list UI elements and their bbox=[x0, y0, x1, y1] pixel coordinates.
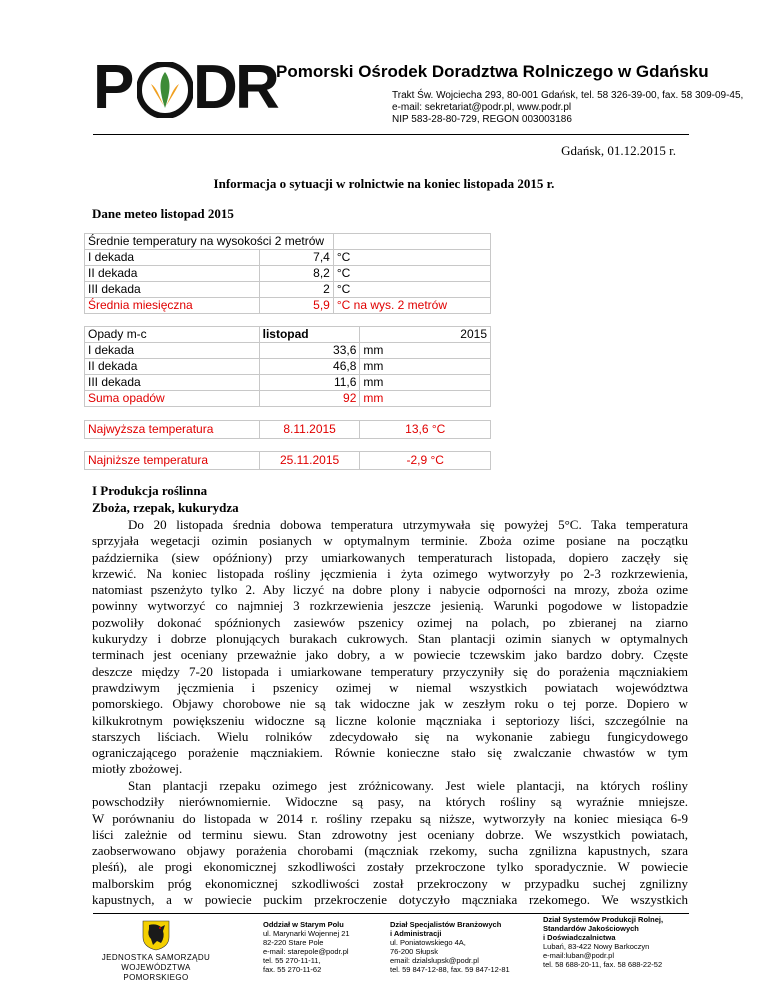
max-temperature-table: Najwyższa temperatura 8.11.2015 13,6 °C bbox=[84, 420, 491, 439]
rainfall-table-header: Opady m-c bbox=[85, 327, 260, 343]
logo-letter-r: R bbox=[235, 53, 280, 122]
subsection-heading: Zboża, rzepak, kukurydza bbox=[92, 500, 239, 515]
table-row: I dekada 7,4 °C bbox=[85, 250, 491, 266]
rainfall-table bbox=[84, 326, 491, 407]
temperature-table bbox=[84, 233, 491, 314]
table-row-average: Średnia miesięczna 5,9 °C na wys. 2 metrów bbox=[85, 298, 491, 314]
temperature-table-header: Średnie temperatury na wysokości 2 metrów bbox=[85, 234, 334, 250]
logo-letter-d: D bbox=[193, 53, 238, 122]
table-row: II dekada 46,8 mm bbox=[85, 359, 491, 375]
document-title: Informacja o sytuacji w rolnictwie na koniec listopada 2015 r. bbox=[213, 176, 555, 191]
address-line-2: e-mail: sekretariat@podr.pl, www.podr.pl bbox=[392, 102, 572, 113]
min-temperature-table: Najniższe temperatura 25.11.2015 -2,9 °C bbox=[84, 451, 491, 470]
address-line-1: Trakt Św. Wojciecha 293, 80-001 Gdańsk, tel. 58 326-39-00, fax. 58 309-09-45, bbox=[392, 90, 744, 101]
footer-branch-stare-pole: Oddział w Starym Polu ul. Marynarki Wojennej 21 82-220 Stare Pole e-mail: starepole@podr.pl tel. 55 270-11-11, fax. 55 270-11-62 bbox=[263, 920, 350, 974]
logo-wheat-emblem-icon bbox=[137, 62, 193, 118]
header-divider bbox=[93, 134, 689, 135]
document-date: Gdańsk, 01.12.2015 r. bbox=[561, 143, 676, 158]
footer-divider bbox=[93, 913, 689, 914]
organization-name: Pomorski Ośrodek Doradztwa Rolniczego w Gdańsku bbox=[276, 62, 709, 81]
table-row: III dekada 2 °C bbox=[85, 282, 491, 298]
table-row-sum: Suma opadów 92 mm bbox=[85, 391, 491, 407]
table-row: I dekada 33,6 mm bbox=[85, 343, 491, 359]
table-row: III dekada 11,6 mm bbox=[85, 375, 491, 391]
gov-caption: JEDNOSTKA SAMORZĄDU WOJEWÓDZTWA POMORSKIEGO bbox=[101, 953, 211, 982]
table-row: II dekada 8,2 °C bbox=[85, 266, 491, 282]
address-line-3: NIP 583-28-80-729, REGON 003003186 bbox=[392, 114, 572, 125]
paragraph-cereals: Do 20 listopada średnia dobowa temperatura utrzymywała się powyżej 5°C. Taka temperatura sprzyjała wegetacji ozimin posianych w optymalnym terminie. Zboża ozime posiane na początku października (siew opóźniony) przy umiarkowanych temperaturach listopada, dopiero zaczęły się krzewić. Na koniec listopada rośliny jęczmienia i żyta ozimego wytworzyły po 2-3 rozkrzewienia, natomiast pszenżyto tylko 2. Aby liczyć na dobre plony i nabycie odporności na mrozy, zboża ozime powinny wytworzyć co najmniej 3 rozkrzewienia jeszcze jesienią. Warunki pogodowe w listopadzie pozwoliły dokonać spóźnionych zasiewów pszenicy ozimej na polach, po zbieranej na ziarno kukurydzy i dobrze plonujących burakach cukrowych. Stan plantacji ozimin sianych w optymalnych terminach jest oceniany przeważnie jako dobry, a w powiecie tczewskim jako bardzo dobry. Częste deszcze między 7-20 listopada i umiarkowane temperatury przyczyniły się do porażenia mączniakiem prawdziwym jęczmienia i pszenicy ozimej w niemal wszystkich powiatach województwa pomorskiego. Objawy chorobowe nie są tak widoczne jak w zeszłym roku o tej porze. Dopiero w kilkukrotnym powiększeniu widoczne są liczne kolonie mączniaka i septoriozy liści, szczególnie na starszych liściach. Wielu rolników zdecydowało się na wykonanie zabiegu fungicydowego ograniczającego porażenie mączniakiem. Równie konieczne stało się zwalczanie chwastów w tym miotły zbożowej. bbox=[92, 517, 688, 777]
footer-branch-luban: Dział Systemów Produkcji Rolnej, Standardów Jakościowych i Doświadczalnictwa Lubań, 83-422 Nowy Barkoczyn e-mail:luban@podr.pl tel. 58 688-20-11, fax. 58 688-22-52 bbox=[543, 915, 664, 969]
meteo-heading: Dane meteo listopad 2015 bbox=[92, 206, 234, 221]
podr-logo bbox=[93, 53, 280, 122]
footer-branch-slupsk: Dział Specjalistów Branżowych i Administracji ul. Poniatowskiego 4A, 76-200 Słupsk email: dzialslupsk@podr.pl tel. 59 847-12-88, fax. 59 847-12-81 bbox=[390, 920, 510, 974]
rainfall-year: 2015 bbox=[360, 327, 491, 343]
section-heading: I Produkcja roślinna bbox=[92, 483, 208, 498]
rainfall-month: listopad bbox=[259, 327, 360, 343]
griffin-coat-of-arms-icon bbox=[139, 917, 173, 951]
paragraph-rapeseed: Stan plantacji rzepaku ozimego jest zróżnicowany. Jest wiele plantacji, na których rośliny powschodziły nierównomiernie. Widoczne są pasy, na których rośliny są wyraźnie mniejsze. W porównaniu do listopada w 2014 r. rośliny rzepaku są niższe, wytworzyły na koniec miesiąca 6-9 liści zależnie od terminu siewu. Stan zdrowotny jest oceniany dobrze. We wszystkich powiatach, zaobserwowano objawy porażenia chorobami (mączniak rzekomy, sucha zgnilizna kapustnych, szara pleśń), ale progi ekonomicznej szkodliwości zostały przekroczone tylko sporadycznie. W powiecie malborskim próg ekonomicznej szkodliwości został przekroczony w przypadku suchej zgnilizny kapustnych, a w powiecie puckim przekroczenie dotyczyło mączniaka rzekomego. We wszystkich bbox=[92, 778, 688, 908]
logo-letter-p: P bbox=[93, 53, 135, 122]
